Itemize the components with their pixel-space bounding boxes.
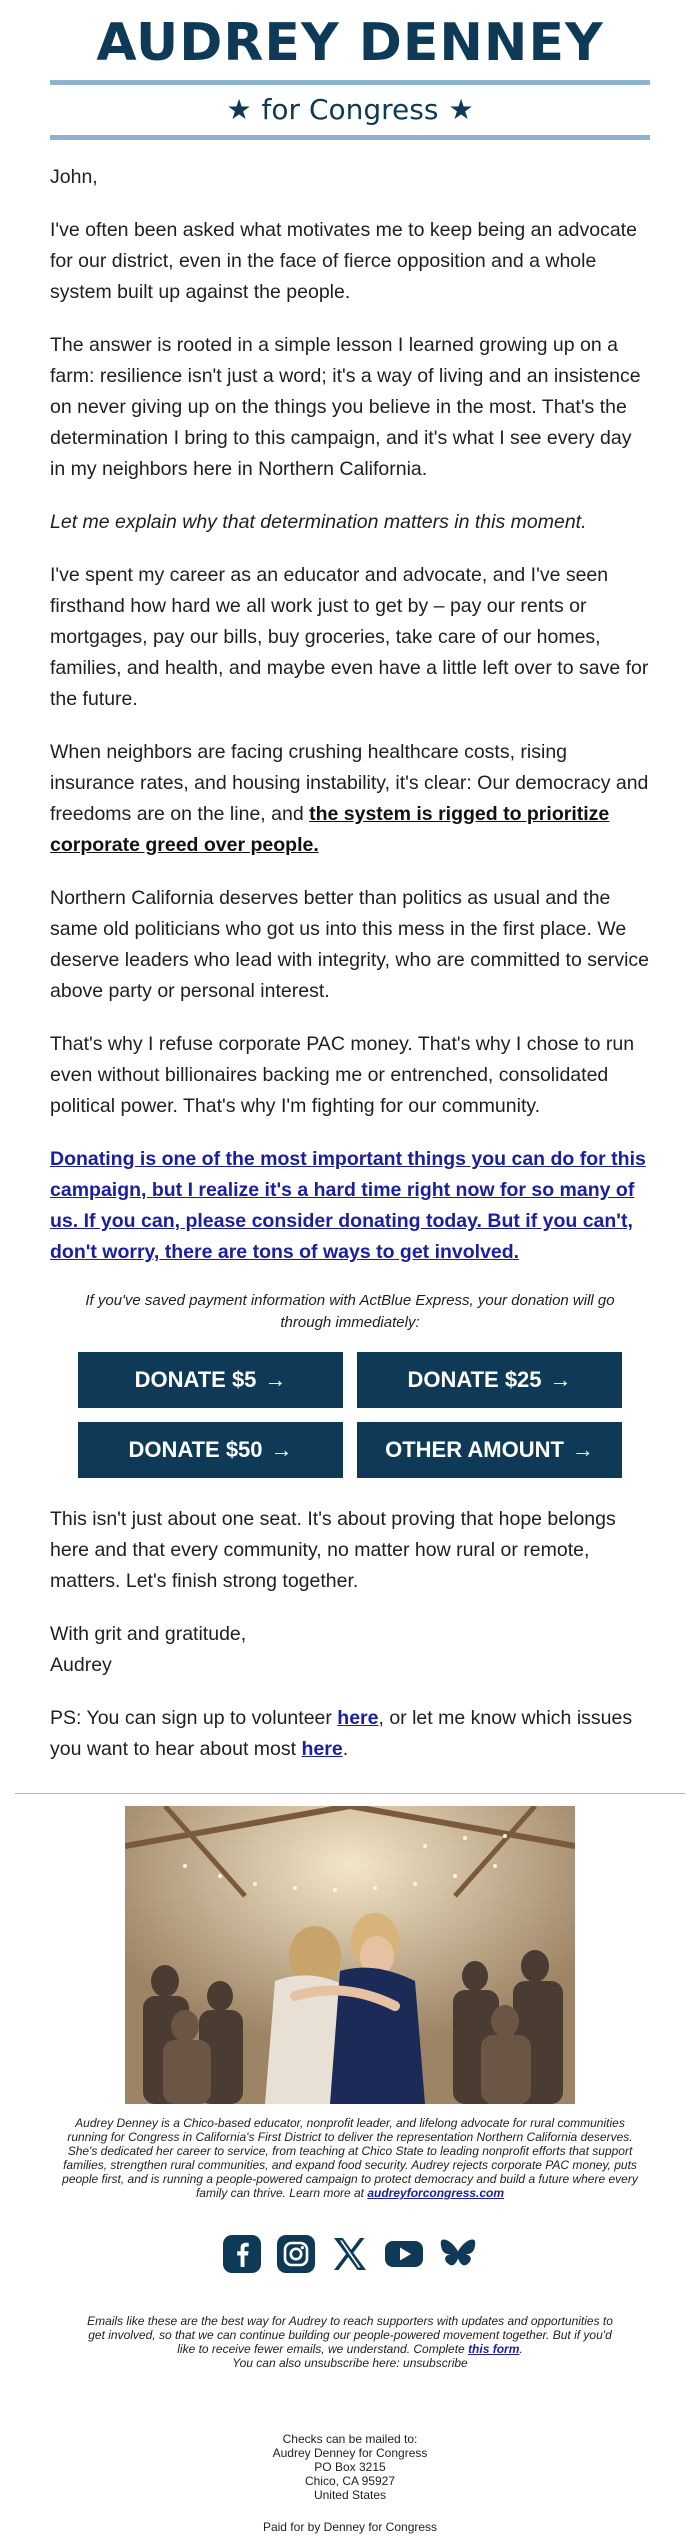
signoff-block (50, 1619, 650, 1681)
bluesky-icon[interactable] (438, 2234, 478, 2274)
instagram-icon[interactable] (276, 2234, 316, 2274)
donate-25-button[interactable] (357, 1352, 622, 1408)
facebook-icon[interactable] (222, 2234, 262, 2274)
paragraph-8: This isn't just about one seat. It's about proving that hope belongs here and that every community, no matter how rural or remote, matters. Let's finish strong together. (50, 1508, 616, 1592)
paragraph-7: That's why I refuse corporate PAC money. That's why I chose to run even without billionaires backing me or entrenched, consolidated political power. That's why I'm fighting for our community. (50, 1033, 635, 1117)
donate-other-button[interactable] (357, 1422, 622, 1478)
donate-50-button[interactable] (78, 1422, 343, 1478)
campaign-website-link[interactable]: audreyforcongress.com (367, 2186, 505, 2200)
address-line-3: PO Box 3215 (314, 2460, 386, 2474)
donate-cta-link[interactable]: Donating is one of the most important things you can do for this campaign, but I realize it's a hard time right now for so many of us. If you can, please consider donating today. But if you can't, don't worry, there are tons of ways to get involved. (50, 1148, 646, 1263)
star-icon: ★ (226, 93, 252, 126)
paragraph-3-italic: Let me explain why that determination matters in this moment. (50, 511, 587, 533)
donate-25-label: DONATE $25 (407, 1367, 542, 1392)
preferences-text-end: . (519, 2342, 523, 2356)
logo-name: AUDREY DENNEY (96, 13, 604, 73)
address-line-5: United States (313, 2488, 387, 2502)
social-links (0, 2234, 700, 2274)
postscript (50, 1703, 650, 1765)
ps-text-end: . (342, 1738, 349, 1760)
paragraph-1: I've often been asked what motivates me to keep being an advocate for our district, even in the face of fierce opposition and a whole system built up against the people. (50, 219, 637, 303)
donate-5-label: DONATE $5 (134, 1367, 257, 1392)
paragraph-3 (50, 507, 650, 538)
paragraph-4: I've spent my career as an educator and advocate, and I've seen firsthand how hard we all work just to get by – pay our rents or mortgages, pay our bills, buy groceries, take care of our homes, families, and health, and maybe even have a little left over to save for the future. (50, 564, 649, 710)
signature: Audrey (50, 1654, 112, 1676)
logo-tagline-row (50, 91, 650, 129)
issues-survey-link[interactable]: here (301, 1738, 343, 1760)
ps-text-mid: , or let me know which issues you want to hear about most (50, 1707, 633, 1760)
donate-5-button[interactable] (78, 1352, 343, 1408)
campaign-event-photo (125, 1806, 575, 2104)
logo-tagline: for Congress (261, 93, 439, 126)
donate-other-label: OTHER AMOUNT (385, 1437, 564, 1462)
mailing-address (0, 2432, 700, 2502)
donate-button-grid (50, 1352, 650, 1478)
preferences-text: Emails like these are the best way for Audrey to reach supporters with updates and opportunities to get involved, so that we can continue building our people-powered movement together. But if you'd like to receive fewer emails, we understand. Complete (87, 2314, 613, 2356)
address-line-1: Checks can be mailed to: (282, 2432, 418, 2446)
arrow-right-icon: → (270, 1437, 293, 1462)
youtube-icon[interactable] (384, 2234, 424, 2274)
arrow-right-icon: → (571, 1437, 594, 1462)
paragraph-5 (50, 737, 650, 861)
address-line-4: Chico, CA 95927 (304, 2474, 396, 2488)
signoff: With grit and gratitude, (50, 1623, 247, 1645)
salutation: John, (50, 166, 98, 188)
actblue-note: If you've saved payment information with ActBlue Express, your donation will go through immediately: (85, 1292, 615, 1331)
paragraph-5-emphasis: the system is rigged to prioritize corporate greed over people. (50, 803, 610, 856)
letter-body (0, 140, 700, 1765)
paid-for-disclaimer: Paid for by Denney for Congress (262, 2520, 438, 2534)
volunteer-link[interactable]: here (337, 1707, 379, 1729)
arrow-right-icon: → (264, 1367, 287, 1392)
unsubscribe-link[interactable]: You can also unsubscribe here: unsubscribe (232, 2356, 468, 2370)
logo-rule-top (50, 80, 650, 85)
fewer-emails-form-link[interactable]: this form (468, 2342, 520, 2356)
arrow-right-icon: → (549, 1367, 572, 1392)
campaign-logo (0, 0, 700, 140)
ps-text-start: PS: You can sign up to volunteer (50, 1707, 338, 1729)
bio-text: Audrey Denney is a Chico-based educator, nonprofit leader, and lifelong advocate for rural communities running for Congress in California's First District to deliver the representation Northern California deserves. She's dedicated her career to service, from teaching at Chico State to leading nonprofit efforts that support families, strengthen rural communities, and expand food security. Audrey rejects corporate PAC money, puts people first, and is running a people-powered campaign to protect democracy and build a future where every family can thrive. Learn more at (62, 2116, 638, 2200)
paragraph-6: Northern California deserves better than politics as usual and the same old politicians who got us into this mess in the first place. We deserve leaders who lead with integrity, who are committed to service above party or personal interest. (50, 887, 649, 1002)
address-line-2: Audrey Denney for Congress (272, 2446, 428, 2460)
star-icon: ★ (448, 93, 474, 126)
paragraph-5-text: When neighbors are facing crushing healthcare costs, rising insurance rates, and housing instability, it's clear: Our democracy and freedoms are on the line, and (50, 741, 649, 825)
x-twitter-icon[interactable] (330, 2234, 370, 2274)
candidate-bio (0, 2104, 700, 2200)
event-photo-illustration (125, 1806, 575, 2104)
section-divider (15, 1793, 685, 1794)
paragraph-2: The answer is rooted in a simple lesson I learned growing up on a farm: resilience isn't just a word; it's a way of living and an insistence on never giving up on the things you believe in the most. That's the determination I bring to this campaign, and it's what I see every day in my neighbors here in Northern California. (50, 334, 641, 480)
email-preferences-note (0, 2274, 700, 2370)
donate-50-label: DONATE $50 (128, 1437, 263, 1462)
